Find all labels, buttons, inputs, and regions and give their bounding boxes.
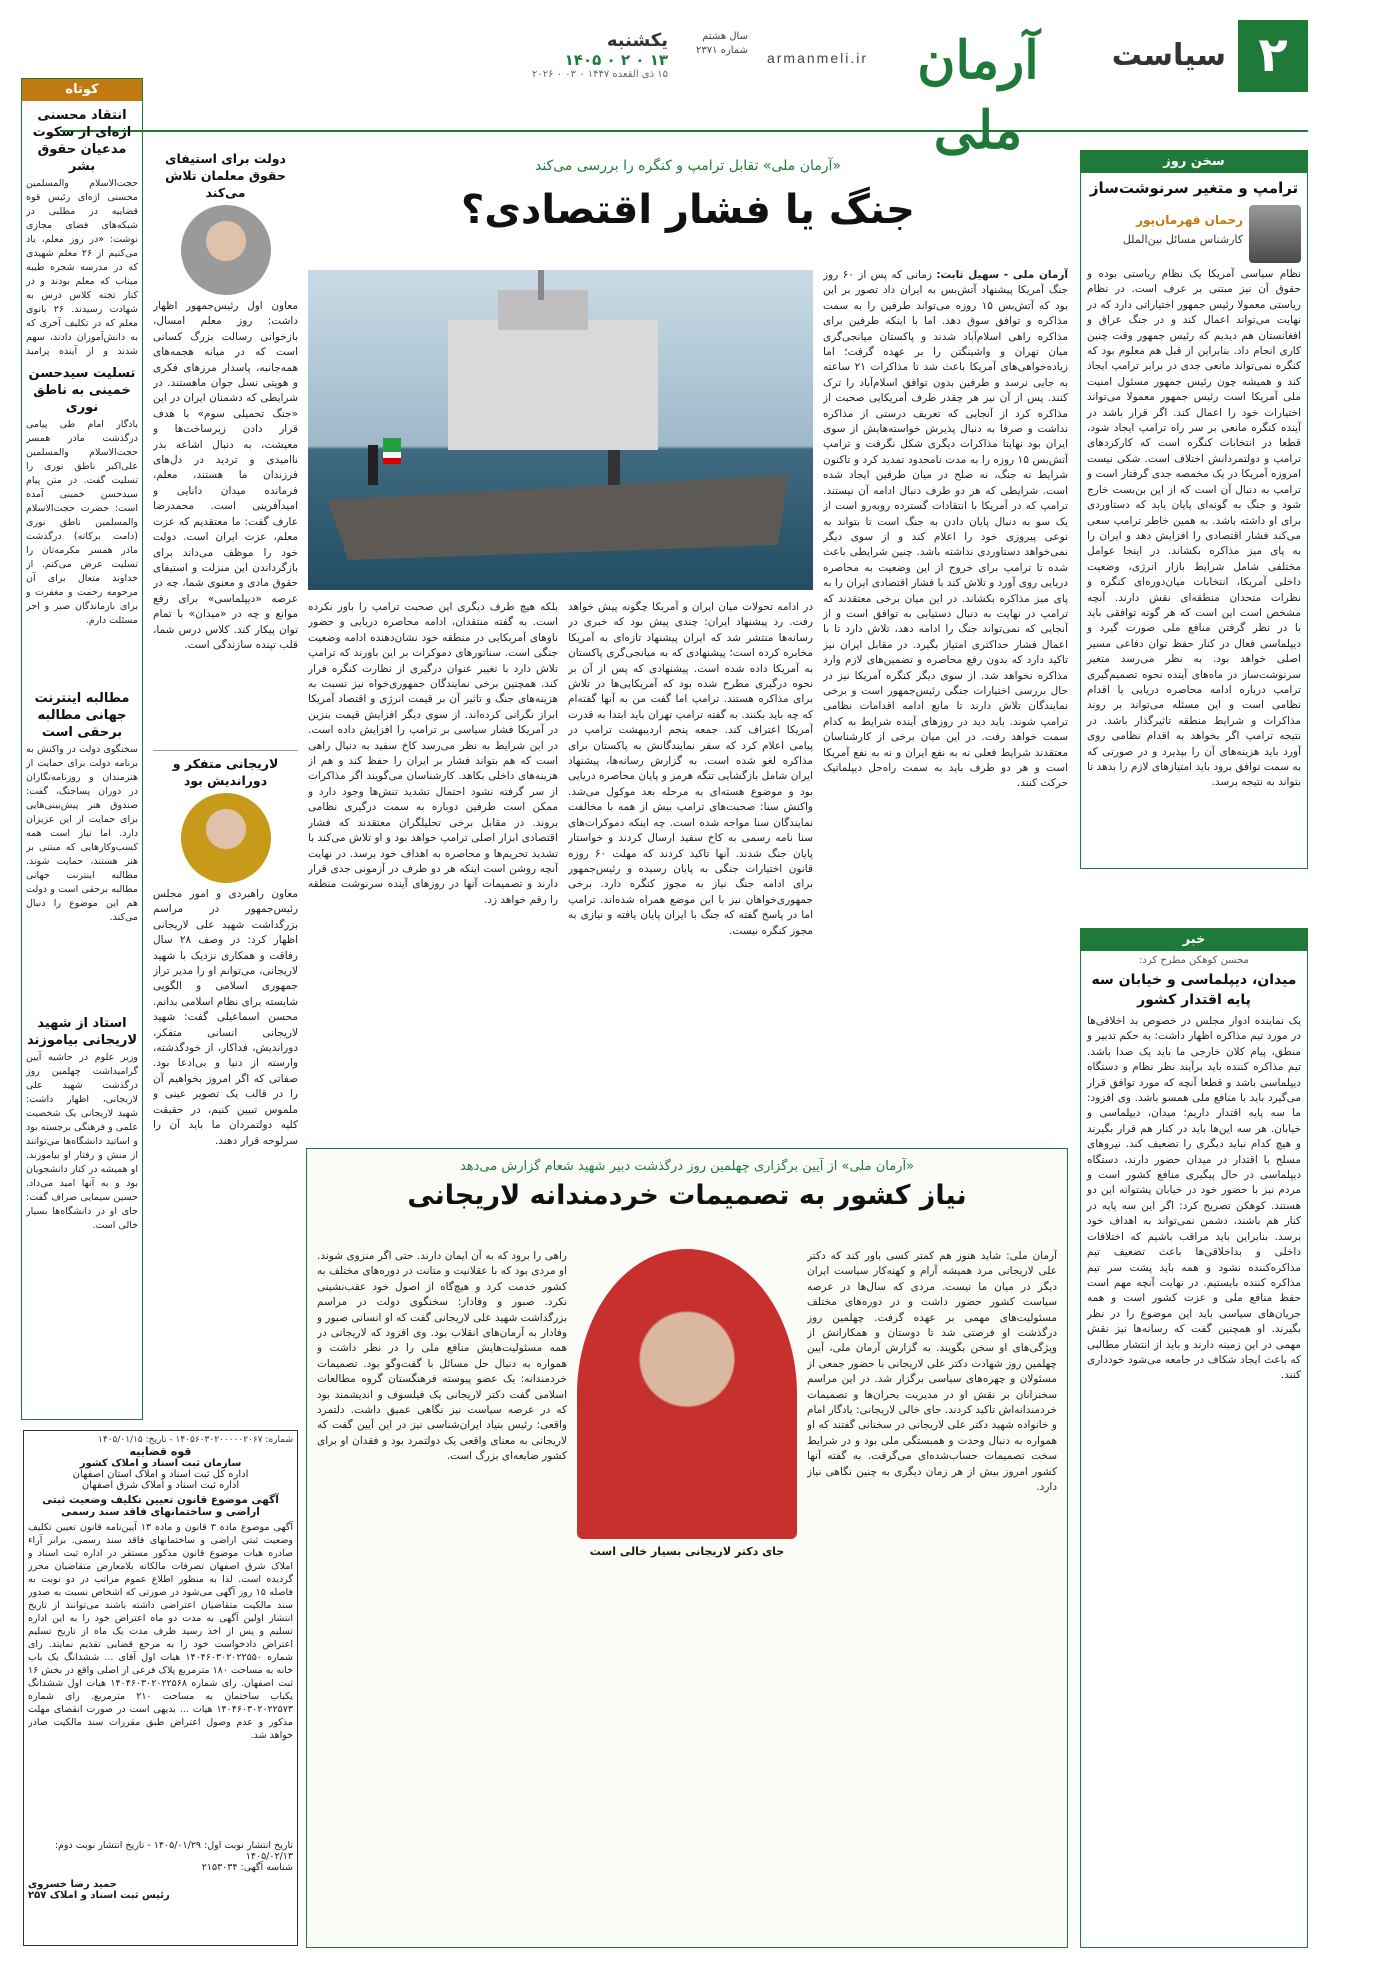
flag-red bbox=[383, 458, 401, 464]
aref-title: دولت برای استیفای حقوق معلمان تلاش می‌کند bbox=[165, 151, 286, 200]
larijani-col2: راهی را برود که به آن ایمان دارند. حتی اگر منزوی شوند. او مردی بود که با عقلانیت و متانت در دوره‌های مختلف به کشور خدمت کرد و هیچ‌گاه از اصول خود عقب‌نشینی نکرد. صبور و وفادار: سخنگوی دولت در مراسم بزرگداشت شهید علی لاریجانی گفت که او انسانی صبور و وفادار به آرمان‌های انقلاب بود. وی افزود که لاریجانی در همه مسئولیت‌هایش منافع ملی را در نظر داشت و همواره به دنبال حل مسائل با گفت‌وگو بود. تصمیمات خردمندانه: یک عضو پیوسته فرهنگستان گروه مطالعات اسلامی گفت دکتر لاریجانی یک فیلسوف و اندیشمند بود که در عرصه سیاست نیز نگاهی عمیق داشت. دلتمرد واقعی: رئیس بنیاد ایران‌شناسی نیز در این آیین گفت که لاریجانی به معنای واقعی یک دولتمرد بود و فقدان او برای کشور ضایعه‌ای بزرگ است. bbox=[317, 1250, 567, 1463]
main-headline: جنگ یا فشار اقتصادی؟ bbox=[461, 187, 915, 233]
mirsalim-body: معاون راهبردی و امور مجلس رئیس‌جمهور در مراسم بزرگداشت شهید علی لاریجانی اظهار کرد: در وصف ۲۸ سال رفاقت و همکاری نزدیک با شهید لاریجانی، می‌توانم او را مدیر تراز جمهوری اسلامی و الگویی شایسته برای نظام اسلامی بدانم. محسن اسماعیلی گفت: شهید لاریجانی انسانی متفکر، دوراندیش، فداکار، از خودگذشته، وارسته از دنیا و بی‌ادعا بود. صفاتی که اگر امروز بخواهیم آن را در قالب یک تصویر عینی و ملموس تبیین کنیم، در حقیقت کلیه دولتمردان ما باید آن را سرلوحه قرار دهند. bbox=[153, 888, 298, 1147]
news-box bbox=[1080, 928, 1308, 1948]
legal-signatory-role: رئیس ثبت اسناد و املاک ۲۵۷ bbox=[28, 1890, 170, 1901]
author-role: کارشناس مسائل بین‌الملل bbox=[1122, 233, 1243, 246]
mirsalim-title: لاریجانی متفکر و دوراندیش بود bbox=[172, 756, 279, 788]
legal-dates: تاریخ انتشار نوبت اول: ۱۴۰۵/۰۱/۲۹ - تاریخ انتشار نوبت دوم: ۱۴۰۵/۰۲/۱۳ bbox=[54, 1840, 293, 1862]
larijani-photo bbox=[577, 1249, 797, 1539]
boat-photo-art bbox=[308, 270, 813, 590]
main-col-2 bbox=[568, 600, 813, 1136]
main-byline: آرمان ملی - سهیل ثابت: bbox=[936, 269, 1068, 281]
short-news-3-title: مطالبه اینترنت جهانی مطالبه برحقی است bbox=[34, 691, 130, 740]
logo-text: آرمان ملی bbox=[917, 30, 1039, 161]
legal-org: قوه قضاییه bbox=[129, 1445, 192, 1458]
date-block bbox=[488, 30, 668, 80]
legal-signatory: حمید رضا خسروی bbox=[28, 1879, 117, 1890]
aref-body: معاون اول رئیس‌جمهور اظهار داشت: روز معلم امسال، بازخوانی رسالت بزرگ کسانی است که در میانه هجمه‌های همه‌جانبه، پاسدار مرزهای فکری و هویتی نسل جوان ماهستند. در شرایطی که دشمنان ایران در این «جنگ تحمیلی سوم» با هدف قرار دادن زیرساخت‌ها و معیشت، به دنبال اشاعه بذر ناامیدی و تردید در دل‌های فرزندان ما هستند، معلم، فرمانده میدان دانایی و امیدآفرینی است. محمدرضا عارف گفت: ما معتقدیم که عزت معلم، عزت ایران است. دولت خود را موظف می‌داند برای بازگرداندن این منزلت و استیفای حقوق مادی و معنوی شما، چه در عرصه «دیپلماسی» برای رفع موانع و چه در «میدان» با تمام توان پیکار کند. کلاس درس شما، قلب تپنده سازندگی است. bbox=[153, 300, 298, 651]
main-col3-body: بلکه هیچ طرف دیگری این صحبت ترامپ را باور نکرده است. به گفته منتقدان، ادامه محاصره دریایی و حضور ناوهای آمریکایی در منطقه خود نشان‌دهنده ادامه وضعیت جنگی است. سناتورهای دموکرات بر این باورند که ترامپ تلاش دارد با تغییر عنوان درگیری از نظارت کنگره فرار کند. همچنین برخی نمایندگان جمهوری‌خواه نیز نسبت به هزینه‌های جنگ و تاثیر آن بر قیمت انرژی و اقتصاد آمریکا ابراز نگرانی کرده‌اند. از سوی دیگر افزایش قیمت بنزین در آمریکا فشار سیاسی بر ترامپ را افزایش داده است. در این شرایط به نظر می‌رسد کاخ سفید به دنبال راهی است که هم بتواند فشار بر ایران را حفظ کند و هم از هزینه‌های داخلی بکاهد. کارشناسان می‌گویند اگر مذاکرات از سر گرفته نشود احتمال تشدید تنش‌ها وجود دارد و ممکن است طرفین دوباره به سمت درگیری نظامی بروند. در مقابل برخی تحلیلگران معتقدند که فشار اقتصادی ابزار اصلی ترامپ خواهد بود و او تلاش می‌کند با تشدید تحریم‌ها و محاصره به اهداف خود برسد. در نهایت آنچه روشن است اینکه هر دو طرف در آزمونی جدی قرار دارند و تصمیمات آنها در روزهای آینده سرنوشت منطقه را رقم خواهد زد. bbox=[308, 601, 558, 906]
news-kicker: محسن کوهکن مطرح کرد: bbox=[1139, 955, 1249, 966]
legal-notice-id: شناسه آگهی: ۲۱۵۳۰۳۴ bbox=[201, 1862, 293, 1873]
legal-org4: اداره ثبت اسناد و املاک شرق اصفهان bbox=[81, 1480, 240, 1491]
logo bbox=[878, 26, 1078, 161]
short-news-4-title: استاد از شهید لاریجانی بیاموزند bbox=[27, 1016, 137, 1048]
gunner-figure bbox=[368, 445, 378, 485]
legal-ref: شماره: ۱۴۰۵۶۰۳۰۲۰۰۰۰۰۲۰۶۷ - تاریخ: ۱۴۰۵/۰۱/۱۵ bbox=[98, 1435, 293, 1445]
patrol-boat bbox=[328, 475, 788, 560]
news-tab bbox=[1081, 929, 1307, 951]
larijani-col1: آرمان ملی: شاید هنوز هم کمتر کسی باور کند که دکتر علی لاریجانی مرد همیشه آرام و کهنه‌کار سیاست ایران دیگر در میان ما نیست. مردی که سال‌ها در عرصه سیاست کشور حضور داشت و در دوره‌های مختلف مسئولیت‌های مهمی بر عهده گرفت. چهلمین روز درگذشت او فرصتی شد تا دوستان و همکارانش از ویژگی‌های او سخن بگویند. به گزارش آرمان ملی، آیین چهلمین روز شهادت دکتر علی لاریجانی با حضور جمعی از مسئولان و چهره‌های سیاسی برگزار شد. در این مراسم سخنرانان بر نقش او در مدیریت بحران‌ها و تصمیمات خردمندانه‌اش تاکید کردند. جای خالی لاریجانی: یادگار امام و خانواده شهید دکتر علی لاریجانی در سخنانی گفتند که او همواره به دنبال وحدت و همبستگی ملی بود و در شرایط سخت تصمیمات حساب‌شده‌ای می‌گرفت. به گفته آنها کشور امروز بیش از هر زمان دیگری به چنین نگاهی نیاز دارد. bbox=[807, 1250, 1057, 1494]
warship-mast bbox=[538, 270, 544, 300]
main-col1-body: زمانی که پس از ۶۰ روز جنگ آمریکا پیشنهاد آتش‌بس به ایران داد تصور بر این بود که آتش‌بس ۱۵ روزه می‌تواند طرفین را به سمت مذاکره و توافق سوق دهد. اما با اینکه طرفین برای مذاکره راهی اسلام‌آباد شدند و پاکستان میانجی‌گری میان تهران و واشینگتن را بر عهده گرفت؛ اما زیاده‌خواهی‌های آمریکا باعث شد تا مذاکرات ۲۱ ساعته به جایی نرسد و طرفین بدون توافق اسلام‌آباد را ترک کنند. پس از آن نیز هر چقدر طرف آمریکایی صحبت از مذاکره کرد از آنجایی که تعریف درستی از مذاکره نداشت و صرفا به دنبال پذیرش خواسته‌هایش از سوی ایران بود نهایتا مذاکرات دیگری شکل نگرفت و ترامپ آتش‌بس ۱۵ روزه را به مدت نامحدود تمدید کرد و تاکنون شرایط نه جنگ، نه صلح در میان طرفین ایجاد شده است. شرایطی که هر دو طرف دنبال ادامه آن نیستند. ترامپ که در آمریکا با انتقادات گسترده روبه‌رو است از یک سو به دنبال پایان دادن به جنگ است تا بتواند به نوعی پیروزی خود را اعلام کند و از سوی دیگر نمی‌خواهد دستاوردی نداشته باشد. چنین شرایطی باعث شده تا ترامپ برای خروج از این وضعیت به محاصره دریایی روی آورد و تلاش کند با فشار اقتصادی ایران را به پای میز مذاکره بکشاند. در این میان برخی معتقدند که ترامپ در نهایت به دنبال دستیابی به توافق است و از آنجایی که نمی‌تواند جنگ را ادامه دهد، تلاش دارد تا با اعمال فشار حداکثری امتیاز بگیرد. در مقابل ایران نیز تاکید دارد که بدون رفع محاصره و تضمین‌های لازم وارد مذاکره نخواهد شد. از سوی دیگر کنگره آمریکا نیز در حال بررسی اختیارات جنگی رئیس‌جمهور است و برخی نمایندگان تلاش دارند تا مانع ادامه اقدامات نظامی ترامپ شوند. باید دید در روزهای آینده شرایط به کدام سمت خواهد رفت. در این میان برخی از کارشناسان معتقدند شرایط فعلی نه به نفع ایران و نه به نفع آمریکا است و هر دو طرف باید به سمت راه‌حل دیپلماتیک حرکت کنند. bbox=[823, 269, 1068, 790]
editorial-tab-label: سخن روز bbox=[1163, 154, 1225, 169]
author-name: رحمان قهرمان‌پور bbox=[1136, 213, 1243, 227]
editorial-body: نظام سیاسی آمریکا یک نظام ریاستی بوده و حقوق آن نیز مبتنی بر عرف است. در نظام ریاستی معمولا رئیس جمهور اختیاراتی دارد که در نهایت می‌تواند اعمال کند و در جنگ عراق و افغانستان هم دیدیم که رئیس جمهور وقت چنین کاری انجام داد. بنابراین از قبل هم معلوم بود که کنگره نمی‌تواند مانعی جدی در برابر ترامپ ایجاد کند و همیشه چون رئیس جمهور مسئول امنیت ملی آمریکا است رئیس جمهور معمولا می‌تواند اختیارات خود را اعمال کند. اگر قرار باشد در آینده کنگره مانعی بر سر راه ترامپ ایجاد شود، قطعا در انتخابات کنگره است که کارکردهای ترامپ و دولتمردانش اختلاف است. شکی نیست امروزه آمریکا در یک مخمصه جدی گرفتار است و ترامپ به دنبال آن است که از این بن‌بست خارج شود و جنگ به گونه‌ای پایان یابد که دستاوردی برای او داشته باشد. به همین خاطر ترامپ سعی می‌کند فشار اقتصادی را افزایش دهد و ایران را به پای میز مذاکره بکشاند. در اینجا عوامل مختلفی شامل شرایط بازار انرژی، وضعیت داخلی آمریکا، انتخابات میان‌دوره‌ای کنگره و نظرات متحدان منطقه‌ای نقش دارند. آنچه مشخص است این است که هر گونه توافقی باید با در نظر گرفتن منافع ملی صورت گیرد و دیپلماسی فعال در کنار حفظ توان دفاعی مسیر اصلی خواهد بود. به نظر می‌رسد متغیر سرنوشت‌ساز در ماه‌های آینده نحوه تصمیم‌گیری ترامپ درباره ادامه محاصره دریایی یا اقدام نظامی است و این مسئله می‌تواند بر روند مذاکرات و شرایط منطقه تاثیرگذار باشد. در نتیجه ترامپ اگر بخواهد به اقدام نظامی روی آورد باید هزینه‌های آن را بپذیرد و در صورتی که به سمت توافق برود باید امتیازهای لازم را بدهد تا بتواند به نتیجه برسد. bbox=[1087, 268, 1301, 789]
date-fa: ۱۳ ۰ ۲ ۰ ۱۴۰۵ bbox=[564, 51, 668, 69]
sailor-figure bbox=[608, 450, 620, 485]
aref-item bbox=[153, 150, 298, 769]
flag-white bbox=[383, 452, 401, 458]
short-news-tab bbox=[22, 79, 142, 101]
weekday: یکشنبه bbox=[606, 30, 668, 51]
short-news-2-body: یادگار امام طی پیامی درگذشت مادر همسر حجت‌الاسلام والمسلمین علی‌اکبر ناطق نوری را تسلیت گفت. در متن پیام سیدحسن خمینی آمده است: حضرت حجت‌الاسلام والمسلمین ناطق نوری (دامت برکاته) درگذشت مادر همسر مکرمه‌تان را تسلیت عرض می‌کنم. از خداوند متعال برای آن مرحومه رحمت و مغفرت و برای بازماندگان صبر و اجر مسئلت دارم. bbox=[26, 419, 138, 626]
main-col-3 bbox=[308, 600, 558, 1136]
main-kicker: «آرمان ملی» تقابل ترامپ و کنگره را بررسی می‌کند bbox=[534, 158, 841, 174]
website: armanmeli.ir bbox=[766, 50, 868, 66]
author-photo bbox=[1249, 205, 1301, 263]
mirsalim-item bbox=[153, 750, 298, 1379]
short-news-list bbox=[22, 107, 142, 1317]
year-label: سال هشتم bbox=[702, 31, 748, 42]
author-block bbox=[1081, 203, 1307, 267]
news-title: میدان، دیپلماسی و خیابان سه پایه اقتدار کشور bbox=[1091, 972, 1297, 1008]
short-news-3-body: سخنگوی دولت در واکنش به برنامه دولت برای حمایت از هنرمندان و روزنامه‌نگاران در دوران پساجنگ، گفت: صندوق هنر پیش‌بینی‌هایی برای حمایت از این عزیزان دارد. اما نیاز است همه کسب‌وکارهایی که مبتنی بر هنر هستند، حمایت شوند. مطالبه اینترنت جهانی مطالبه برحقی است و دولت هم این موضوع را دنبال می‌کند. bbox=[26, 744, 138, 923]
main-col-1 bbox=[823, 268, 1068, 1136]
date-other: ۱۵ ذی القعده ۱۴۴۷ ۰ ۰۳ ۰ ۲۰۲۶ bbox=[532, 69, 668, 80]
section-title: سیاست bbox=[1111, 38, 1226, 73]
short-news-2-title: تسلیت سیدحسن خمینی به ناطق نوری bbox=[28, 366, 136, 415]
main-col1-text bbox=[823, 268, 1068, 1136]
short-news-1-body: حجت‌الاسلام والمسلمین محسنی اژه‌ای رئیس قوه قضاییه در مطلبی در شبکه‌های فضای مجازی نوشت: «در روز معلم، یاد می‌کنیم از ۲۶ معلم شهیدی که در مدرسه شجره طیبه میناب که معلم بودند و در کنار تخته کلاس درس به شهادت رسیدند. ۲۶ بانوی معلم که در تکلیف آخری که به دانش‌آموزان دادند، سهم شدند و از آینده پرامید bbox=[26, 178, 138, 357]
flag-green bbox=[383, 438, 401, 452]
editorial-tab bbox=[1081, 151, 1307, 173]
news-tab-label: خبر bbox=[1182, 932, 1206, 947]
warship-hull bbox=[448, 320, 658, 450]
main-col2-body: در ادامه تحولات میان ایران و آمریکا چگونه پیش خواهد رفت. رد پیشنهاد ایران: چندی پیش بود که خبری در رسانه‌ها منتشر شد که ایران پیشنهاد تازه‌ای به آمریکا مخابره کرده است؛ پیشنهادی که به میانجی‌گری پاکستان به آمریکا داده شده است. پیشنهادی که پس از آن بر نحوه درگیری مطرح شده بود که آمریکایی‌ها در تلاش برای مذاکره هستند. ترامپ اما گفت من به آنها گفته‌ام که چه باید بکنند. به گفته ترامپ تهران باید ابتدا به قدرت آمریکا اعتراف کند. جمعه پنجم اردیبهشت ترامپ در پیامی اعلام کرد که سفر نمایندگانش به پاکستان برای مذاکره لغو شده است. به گزارش رسانه‌ها، پیشنهاد ایران شامل بازگشایی تنگه هرمز و پایان محاصره دریایی بود و موضوع هسته‌ای به مرحله بعد موکول می‌شد. واکنش سنا: صحبت‌های ترامپ بیش از همه با مخالفت نمایندگان سنا مواجه شده است. چه اینکه دموکرات‌های سنا نامه رسمی به کاخ سفید ارسال کردند و خواستار پایان جنگ شدند. آنها تاکید کردند که مهلت ۶۰ روزه قانون اختیارات جنگی به پایان رسیده و رئیس‌جمهور برای ادامه جنگ نیاز به مجوز کنگره دارد. برخی جمهوری‌خواهان نیز با این موضع همراه شده‌اند. ترامپ اما در پاسخ گفته که جنگ با ایران پایان یافته و نیازی به مجوز کنگره نیست. bbox=[568, 601, 813, 937]
boat-photo bbox=[308, 270, 813, 590]
larijani-story bbox=[306, 1148, 1068, 1948]
page-number: ۲ bbox=[1238, 20, 1308, 92]
legal-body: آگهی موضوع ماده ۳ قانون و ماده ۱۳ آیین‌نامه قانون تعیین تکلیف وضعیت ثبتی اراضی و ساختمانهای فاقد سند رسمی. برابر آراء صادره هیات موضوع قانون مذکور مستقر در اداره ثبت اسناد و املاک شرق اصفهان تصرفات مالکانه بلامعارض متقاضیان محرز گردیده است. لذا به منظور اطلاع عموم مراتب در دو نوبت به فاصله ۱۵ روز آگهی می‌شود در صورتی که اشخاص نسبت به صدور سند مالکیت متقاضیان اعتراضی داشته باشند می‌توانند از تاریخ انتشار اولین آگهی به مدت دو ماه اعتراض خود را به این اداره تسلیم و پس از اخذ رسید ظرف مدت یک ماه از تاریخ تسلیم اعتراض دادخواست خود را به مرجع قضایی تقدیم نمایند. رای شماره ۱۴۰۴۶۰۳۰۲۰۲۲۵۵۰ هیات اول آقای ... ششدانگ یک باب خانه به مساحت ۱۸۰ مترمربع پلاک فرعی از اصلی واقع در بخش ۱۶ ثبت اصفهان. رای شماره ۱۴۰۴۶۰۳۰۲۰۲۲۵۶۸ هیات اول ششدانگ یکباب ساختمان به مساحت ۲۱۰ مترمربع. رای شماره ۱۴۰۴۶۰۳۰۲۰۲۲۵۷۳ هیات ... بدیهی است در صورت انقضای مهلت مذکور و عدم وصول اعتراض طبق مقررات سند مالکیت صادر خواهد شد. bbox=[28, 1522, 293, 1741]
issue-label: شماره ۲۳۷۱ bbox=[696, 45, 748, 56]
short-news-1-title: انتقاد محسنی اژه‌ای از سکوت مدعیان حقوق بشر bbox=[32, 108, 132, 174]
legal-notice bbox=[23, 1430, 298, 1946]
mirsalim-photo bbox=[181, 793, 271, 883]
legal-title: آگهی موضوع قانون تعیین تکلیف وضعیت ثبتی اراضی و ساختمانهای فاقد سند رسمی bbox=[42, 1494, 279, 1518]
larijani-headline: نیاز کشور به تصمیمات خردمندانه لاریجانی bbox=[407, 1180, 967, 1211]
legal-org2: سازمان ثبت اسناد و املاک کشور bbox=[79, 1458, 242, 1469]
news-body: یک نماینده ادوار مجلس در خصوص بد اخلاقی‌ها در مورد تیم مذاکره اظهار داشت: به حکم تدبیر و منطق، پیام کلان خارجی ما باید یک صدا باشد. تیم مذاکره کننده باید برآیند نظر نظام و دستگاه دیپلماسی باشد و قطعا آنچه که مورد توافق قرار می‌گیرد باید با منافع ملی همسو باشد. وی افزود: ما سه پایه اقتدار داریم؛ میدان، دیپلماسی و خیابان. هر سه این‌ها باید در کنار هم قرار بگیرند و هیچ کدام نباید دیگری را تضعیف کند. نیروهای مسلح با اقتدار در میدان حضور دارند، دستگاه دیپلماسی در حال پیگیری منافع کشور است و مردم نیز با حضور خود در خیابان پشتوانه این دو هستند. کوهکن تصریح کرد: اگر این سه پایه در کنار هم باشند، دشمن نمی‌تواند به اهداف خود برسد. بنابراین باید مراقب باشیم که اختلافات داخلی و بداخلاقی‌ها باعث تضعیف تیم مذاکره‌کننده نشود و همه باید پشت سر تیم مذاکره کننده بایستیم. در نهایت آنچه مهم است حفظ منافع ملی و عزت کشور است و همه جریان‌های سیاسی باید این موضوع را در نظر بگیرند. او همچنین گفت که رسانه‌ها نیز نقش مهمی در این زمینه دارند و باید از انتشار مطالبی که باعث ایجاد شکاف در جامعه می‌شود خودداری کنند. bbox=[1087, 1015, 1301, 1382]
short-news-box bbox=[21, 78, 143, 1420]
larijani-photo-caption: جای دکتر لاریجانی بسیار خالی است bbox=[589, 1545, 785, 1558]
larijani-kicker: «آرمان ملی» از آیین برگزاری چهلمین روز درگذشت دبیر شهید شعام گزارش می‌دهد bbox=[459, 1159, 915, 1174]
short-news-tab-label: کوتاه bbox=[65, 82, 99, 97]
short-news-4-body: وزیر علوم در حاشیه آیین گرامیداشت چهلمین روز درگذشت شهید علی لاریجانی، اظهار داشت: شهید لاریجانی یک شخصیت علمی و فرهنگی برجسته بود و اساتید دانشگاه‌ها می‌توانند از منش و رفتار او بیاموزند. او همیشه در کنار دانشجویان بود و به آنها امید می‌داد. حسین سیمایی صراف گفت: جای او در دانشگاه‌ها بسیار خالی است. bbox=[26, 1052, 138, 1231]
editorial-title: ترامپ و متغیر سرنوشت‌ساز bbox=[1089, 179, 1299, 197]
legal-org3: اداره کل ثبت اسناد و املاک استان اصفهان bbox=[72, 1469, 249, 1480]
editorial-box bbox=[1080, 150, 1308, 869]
aref-photo bbox=[181, 205, 271, 295]
